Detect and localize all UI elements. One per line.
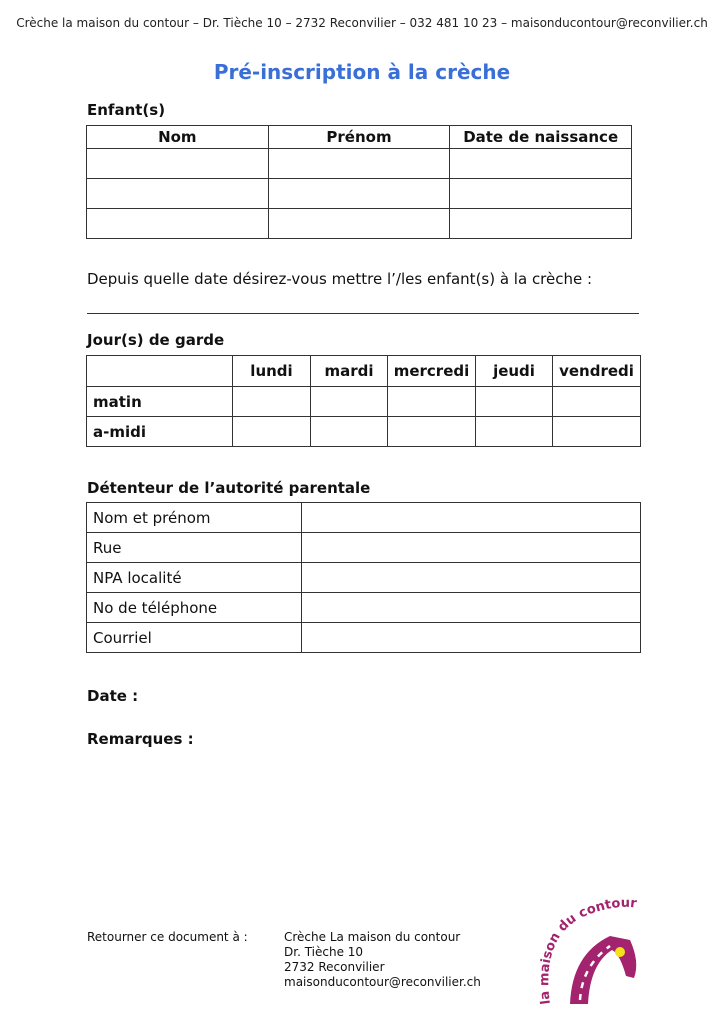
column-header-nom: Nom xyxy=(87,126,269,149)
matin-mercredi-cell[interactable] xyxy=(388,387,476,417)
day-header-vendredi: vendredi xyxy=(553,356,641,387)
child-2-birthdate-cell[interactable] xyxy=(450,179,632,209)
child-3-birthdate-cell[interactable] xyxy=(450,209,632,239)
matin-lundi-cell[interactable] xyxy=(233,387,311,417)
sun-dot-icon xyxy=(615,947,625,957)
maison-du-contour-logo xyxy=(528,892,658,1012)
days-section-label: Jour(s) de garde xyxy=(87,331,225,349)
table-row xyxy=(87,417,641,447)
address-line: 2732 Reconvilier xyxy=(284,960,385,974)
column-header-birthdate: Date de naissance xyxy=(450,126,632,149)
address-line: maisonducontour@reconvilier.ch xyxy=(284,975,481,989)
return-document-label: Retourner ce document à : xyxy=(87,930,248,944)
table-row xyxy=(87,179,632,209)
table-row xyxy=(87,387,641,417)
child-1-nom-cell[interactable] xyxy=(87,149,269,179)
table-row xyxy=(87,503,641,533)
start-date-answer-line[interactable] xyxy=(87,313,639,314)
matin-jeudi-cell[interactable] xyxy=(476,387,553,417)
parent-email-field[interactable] xyxy=(302,623,641,653)
child-2-nom-cell[interactable] xyxy=(87,179,269,209)
parent-street-field[interactable] xyxy=(302,533,641,563)
parent-section-label: Détenteur de l’autorité parentale xyxy=(87,479,371,497)
table-row xyxy=(87,209,632,239)
table-row xyxy=(87,623,641,653)
parent-zip-city-label: NPA localité xyxy=(87,563,302,593)
table-row xyxy=(87,149,632,179)
table-row xyxy=(87,563,641,593)
amidi-lundi-cell[interactable] xyxy=(233,417,311,447)
day-header-mercredi: mercredi xyxy=(388,356,476,387)
parent-phone-field[interactable] xyxy=(302,593,641,623)
amidi-mardi-cell[interactable] xyxy=(311,417,388,447)
page-title: Pré-inscription à la crèche xyxy=(213,60,511,84)
days-table xyxy=(86,355,641,447)
days-corner-cell xyxy=(87,356,233,387)
parent-name-label: Nom et prénom xyxy=(87,503,302,533)
address-line: Dr. Tièche 10 xyxy=(284,945,364,959)
row-header-matin: matin xyxy=(87,387,233,417)
remarks-label: Remarques : xyxy=(87,730,194,748)
child-2-prenom-cell[interactable] xyxy=(268,179,450,209)
child-1-prenom-cell[interactable] xyxy=(268,149,450,179)
logo-text: la maison du contour xyxy=(537,895,638,1006)
day-header-lundi: lundi xyxy=(233,356,311,387)
parent-street-label: Rue xyxy=(87,533,302,563)
children-section-label: Enfant(s) xyxy=(87,101,166,119)
parent-phone-label: No de téléphone xyxy=(87,593,302,623)
day-header-jeudi: jeudi xyxy=(476,356,553,387)
header-contact-line: Crèche la maison du contour – Dr. Tièche 10 – 2732 Reconvilier – 032 481 10 23 – maisonducontour@reconvilier.ch xyxy=(16,16,708,30)
start-date-question: Depuis quelle date désirez-vous mettre l’/les enfant(s) à la crèche : xyxy=(87,270,593,288)
day-header-mardi: mardi xyxy=(311,356,388,387)
child-3-prenom-cell[interactable] xyxy=(268,209,450,239)
parent-email-label: Courriel xyxy=(87,623,302,653)
matin-vendredi-cell[interactable] xyxy=(553,387,641,417)
row-header-amidi: a-midi xyxy=(87,417,233,447)
amidi-vendredi-cell[interactable] xyxy=(553,417,641,447)
footer-address xyxy=(284,930,481,990)
address-line: Crèche La maison du contour xyxy=(284,930,461,944)
parent-table xyxy=(86,502,641,653)
child-1-birthdate-cell[interactable] xyxy=(450,149,632,179)
amidi-jeudi-cell[interactable] xyxy=(476,417,553,447)
child-3-nom-cell[interactable] xyxy=(87,209,269,239)
parent-zip-city-field[interactable] xyxy=(302,563,641,593)
children-table xyxy=(86,125,632,239)
date-label: Date : xyxy=(87,687,139,705)
table-row xyxy=(87,533,641,563)
column-header-prenom: Prénom xyxy=(268,126,450,149)
amidi-mercredi-cell[interactable] xyxy=(388,417,476,447)
table-row xyxy=(87,593,641,623)
parent-name-field[interactable] xyxy=(302,503,641,533)
matin-mardi-cell[interactable] xyxy=(311,387,388,417)
